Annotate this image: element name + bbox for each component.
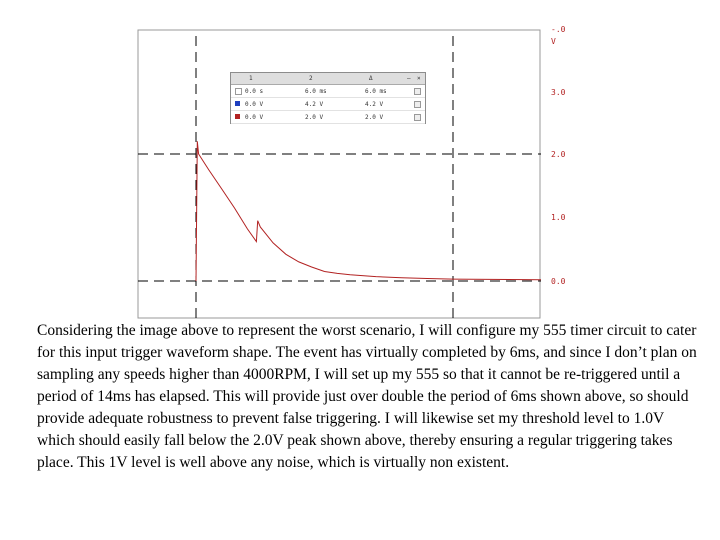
y-tick-label: 3.0 (551, 88, 566, 97)
delta-value: 6.0 ms (365, 88, 387, 95)
cursor-measurement-table (230, 72, 426, 124)
table-row (231, 111, 425, 124)
column-header-cursor-2: 2 (309, 75, 313, 82)
y-tick-label: 1.0 (551, 213, 566, 222)
cursor-2-value: 6.0 ms (305, 88, 327, 95)
y-tick-top-partial: -.0 (551, 25, 566, 34)
cursor-1-value: 0.0 V (245, 101, 264, 108)
y-tick-label: 2.0 (551, 150, 566, 159)
column-header-cursor-1: 1 (249, 75, 253, 82)
cursor-1-value: 0.0 V (245, 114, 264, 121)
close-button[interactable]: × (417, 75, 421, 82)
y-tick-label: 0.0 (551, 277, 566, 286)
column-header-delta: Δ (369, 75, 373, 82)
cursor-1-value: 0.0 s (245, 88, 264, 95)
table-row (231, 85, 425, 98)
channel-swatch (235, 101, 240, 106)
channel-swatch (235, 114, 240, 119)
cursor-2-value: 4.2 V (305, 101, 324, 108)
lock-icon[interactable] (414, 101, 421, 108)
channel-swatch (235, 88, 242, 95)
delta-value: 4.2 V (365, 101, 384, 108)
cursor-2-value: 2.0 V (305, 114, 324, 121)
cursor-table-header (231, 73, 425, 85)
body-paragraph: Considering the image above to represent the worst scenario, I will configure my 555 timer circuit to cater for this input trigger waveform shape. The event has virtually completed by 6ms, and since I don’t plan on sampling any speeds higher than 4000RPM, I will set up my 555 so that it cannot be re-triggered until a period of 14ms has elapsed. This will provide just over double the period of 6ms shown above, so should provide adequate robustness to prevent false triggering. I will likewise set my threshold level to 1.0V which should easily fall below the 2.0V peak shown above, thereby ensuring a regular triggering takes place. This 1V level is well above any noise, which is virtually non existent. (37, 322, 697, 471)
oscilloscope-screenshot (137, 25, 572, 320)
table-row (231, 98, 425, 111)
lock-icon[interactable] (414, 88, 421, 95)
lock-icon[interactable] (414, 114, 421, 121)
minimize-button[interactable]: – (407, 75, 411, 82)
delta-value: 2.0 V (365, 114, 384, 121)
y-unit-label: V (551, 37, 556, 46)
